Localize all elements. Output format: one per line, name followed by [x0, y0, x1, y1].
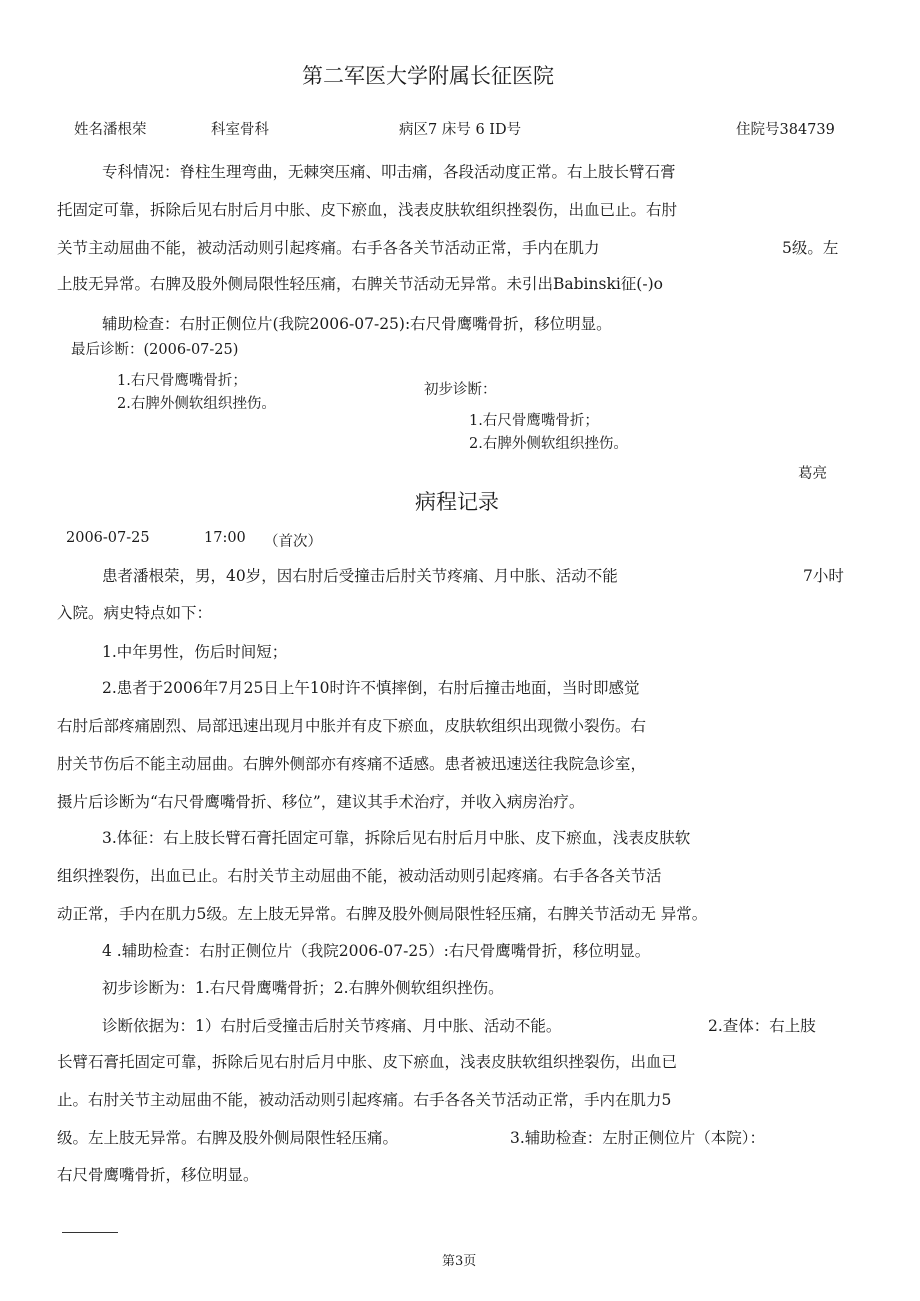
point-3-line-2: 组织挫裂伤，出血已止。右肘关节主动屈曲不能，被动活动则引起疼痛。右手各各关节活 [57, 867, 662, 885]
record-note: （首次） [264, 534, 322, 550]
hospital-title: 第二军医大学附属长征医院 [302, 64, 554, 88]
specialty-line-1: 专科情况：脊柱生理弯曲，无棘突压痛、叩击痛，各段活动度正常。右上肢长臂石膏 [102, 163, 676, 181]
initial-diagnosis-item: 1.右尺骨鹰嘴骨折； [469, 413, 599, 429]
admission-number: 住院号384739 [736, 122, 835, 138]
patient-name: 姓名潘根荣 [74, 122, 147, 138]
intro-line-1a: 患者潘根荣，男，40岁，因右肘后受撞击后肘关节疼痛、月中胀、活动不能 [102, 567, 618, 585]
footnote-divider [62, 1232, 118, 1233]
final-diagnosis-item: 2.右脾外侧软组织挫伤。 [117, 396, 276, 412]
page-number: 第3页 [442, 1254, 477, 1269]
record-date: 2006-07-25 [66, 530, 150, 546]
initial-diagnosis-label: 初步诊断： [424, 382, 497, 398]
record-time: 17:00 [204, 530, 246, 546]
specialty-line-4: 上肢无异常。右脾及股外侧局限性轻压痛，右脾关节活动无异常。未引出Babinski征(-)o [57, 275, 663, 293]
specialty-line-3b: 5级。左 [782, 239, 839, 257]
point-2-line-3: 肘关节伤后不能主动屈曲。右脾外侧部亦有疼痛不适感。患者被迅速送往我院急诊室， [57, 755, 647, 773]
intro-line-2: 入院。病史特点如下： [57, 604, 213, 622]
basis-line-3: 止。右肘关节主动屈曲不能，被动活动则引起疼痛。右手各各关节活动正常，手内在肌力5 [57, 1091, 672, 1109]
point-2-line-2: 右肘后部疼痛剧烈、局部迅速出现月中胀并有皮下瘀血，皮肤软组织出现微小裂伤。右 [57, 717, 647, 735]
initial-diagnosis-item: 2.右脾外侧软组织挫伤。 [469, 436, 628, 452]
basis-line-5: 右尺骨鹰嘴骨折，移位明显。 [57, 1166, 259, 1184]
basis-line-1b: 2.查体：右上肢 [708, 1017, 816, 1035]
basis-line-1a: 诊断依据为：1）右肘后受撞击后肘关节疼痛、月中胀、活动不能。 [102, 1017, 562, 1035]
point-3-line-3: 动正常，手内在肌力5级。左上肢无异常。右脾及股外侧局限性轻压痛，右脾关节活动无 异常。 [57, 905, 708, 923]
point-2-line-4: 摄片后诊断为“右尺骨鹰嘴骨折、移位”，建议其手术治疗，并收入病房治疗。 [57, 793, 585, 811]
specialty-line-2: 托固定可靠，拆除后见右肘后月中胀、皮下瘀血，浅表皮肤软组织挫裂伤，出血已止。右肘 [57, 201, 678, 219]
basis-line-2: 长臂石膏托固定可靠，拆除后见右肘后月中胀、皮下瘀血，浅表皮肤软组织挫裂伤，出血已 [57, 1053, 678, 1071]
doctor-signature: 葛亮 [798, 466, 827, 482]
point-2-line-1: 2.患者于2006年7月25日上午10时许不慎摔倒，右肘后撞击地面，当时即感觉 [102, 679, 640, 697]
basis-line-4b: 3.辅助检查：左肘正侧位片（本院）： [510, 1129, 766, 1147]
department: 科室骨科 [211, 122, 269, 138]
initial-diagnosis-line: 初步诊断为：1.右尺骨鹰嘴骨折；2.右脾外侧软组织挫伤。 [102, 979, 504, 997]
basis-line-4a: 级。左上肢无异常。右脾及股外侧局限性轻压痛。 [57, 1129, 399, 1147]
specialty-line-3a: 关节主动屈曲不能，被动活动则引起疼痛。右手各各关节活动正常，手内在肌力 [57, 239, 600, 257]
final-diagnosis-item: 1.右尺骨鹰嘴骨折； [117, 373, 247, 389]
aux-exam: 辅助检查：右肘正侧位片(我院2006-07-25):右尺骨鹰嘴骨折，移位明显。 [102, 315, 612, 333]
point-4: 4 .辅助检查：右肘正侧位片（我院2006-07-25）:右尺骨鹰嘴骨折，移位明显。 [102, 942, 651, 960]
final-diagnosis-label: 最后诊断：(2006-07-25) [71, 342, 239, 358]
intro-line-1b: 7小时 [803, 567, 844, 585]
point-1: 1.中年男性，伤后时间短； [102, 643, 288, 661]
point-3-line-1: 3.体征：右上肢长臂石膏托固定可靠，拆除后见右肘后月中胀、皮下瘀血，浅表皮肤软 [102, 829, 691, 847]
progress-record-title: 病程记录 [415, 490, 499, 514]
ward-bed-id: 病区7 床号 6 ID号 [399, 122, 522, 138]
